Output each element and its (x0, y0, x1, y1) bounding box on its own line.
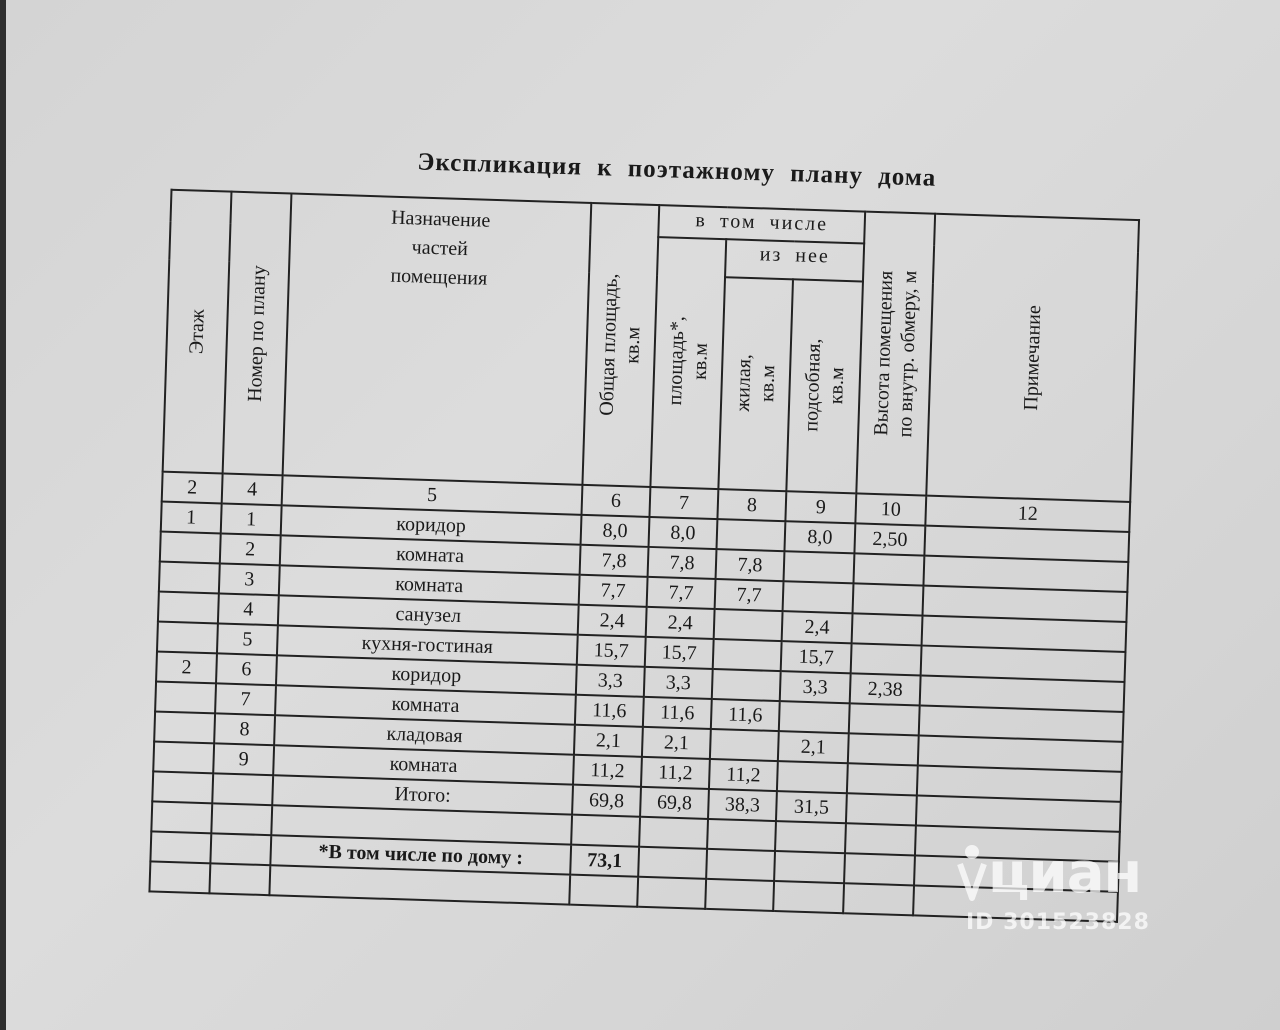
living-sum: 38,3 (708, 789, 777, 821)
total-area-cell: 7,7 (579, 575, 648, 607)
header-area: площадь*, кв.м (650, 237, 726, 489)
total-area-cell: 7,8 (580, 545, 649, 577)
total-area-cell: 11,2 (573, 755, 642, 787)
auxiliary-cell: 3,3 (780, 671, 851, 703)
plan-number-cell: 1 (221, 503, 282, 535)
area-cell: 2,4 (646, 607, 715, 639)
room-name-cell: коридор (276, 655, 577, 694)
area-cell: 8,0 (649, 517, 718, 549)
header-of-which: из нее (725, 239, 864, 282)
total-area-cell: 15,7 (577, 635, 646, 667)
total-area-cell: 11,6 (575, 695, 644, 727)
plan-number-cell: 6 (216, 653, 277, 685)
height-cell: 2,50 (854, 523, 925, 555)
floor-cell (153, 741, 214, 773)
auxiliary-cell: 8,0 (784, 521, 855, 553)
area-cell: 11,6 (643, 697, 712, 729)
column-number: 6 (581, 485, 650, 517)
height-cell (848, 733, 919, 765)
auxiliary-cell: 2,1 (778, 731, 849, 763)
floor-cell (159, 562, 220, 594)
auxiliary-sum: 31,5 (776, 791, 847, 823)
cian-brand-text: циан (988, 841, 1142, 906)
height-cell (847, 763, 918, 795)
document-title: Экспликация к поэтажному плану дома (417, 148, 937, 192)
house-label: *В том числе по дому : (270, 835, 571, 874)
auxiliary-cell (779, 701, 850, 733)
height-cell: 2,38 (850, 673, 921, 705)
area-cell: 15,7 (645, 637, 714, 669)
area-cell: 2,1 (642, 727, 711, 759)
floor-cell: 1 (161, 502, 222, 534)
explication-table (148, 189, 1140, 923)
floor-cell (158, 592, 219, 624)
floor-cell: 2 (156, 652, 217, 684)
room-name-cell: комната (279, 565, 580, 604)
header-including: в том числе (658, 205, 865, 243)
listing-id: ID 301523828 (966, 910, 1150, 935)
plan-number-cell: 2 (220, 533, 281, 565)
header-total-area: Общая площадь, кв.м (582, 203, 659, 487)
plan-number-cell: 4 (218, 593, 279, 625)
auxiliary-cell: 15,7 (781, 641, 852, 673)
living-cell (712, 669, 781, 701)
living-cell (714, 609, 783, 641)
area-cell: 7,8 (648, 547, 717, 579)
header-purpose: Назначение частей помещения (283, 194, 592, 485)
header-note: Примечание (926, 214, 1139, 502)
height-cell (854, 553, 925, 585)
paper-sheet (6, 0, 1280, 1030)
room-name-cell: кладовая (274, 715, 575, 754)
living-cell: 7,8 (716, 549, 785, 581)
plan-number-cell: 8 (214, 713, 275, 745)
height-cell (851, 643, 922, 675)
total-area-cell: 2,1 (574, 725, 643, 757)
auxiliary-cell: 2,4 (782, 611, 853, 643)
column-number: 10 (855, 493, 926, 525)
cian-watermark (954, 842, 1164, 942)
column-number: 8 (717, 489, 786, 521)
table-body (153, 502, 1129, 802)
room-name-cell: коридор (281, 505, 582, 544)
plan-number-cell: 5 (217, 623, 278, 655)
total-area-cell: 8,0 (581, 515, 650, 547)
header-living: жилая, кв.м (718, 277, 793, 491)
column-number: 2 (162, 472, 223, 504)
height-cell (849, 703, 920, 735)
height-cell (853, 583, 924, 615)
header-height: Высота помещения по внутр. обмеру, м (856, 212, 935, 496)
living-cell (710, 729, 779, 761)
area-sum: 69,8 (640, 787, 709, 819)
floor-cell (157, 622, 218, 654)
plan-number-cell: 9 (213, 743, 274, 775)
house-total: 73,1 (570, 845, 639, 877)
area-cell: 7,7 (647, 577, 716, 609)
room-name-cell: комната (280, 535, 581, 574)
column-number: 5 (282, 475, 583, 514)
living-cell (713, 639, 782, 671)
column-number: 7 (649, 487, 718, 519)
floor-cell (154, 711, 215, 743)
living-cell: 11,6 (711, 699, 780, 731)
total-area-sum: 69,8 (572, 785, 641, 817)
height-cell (852, 613, 923, 645)
plan-number-cell: 7 (215, 683, 276, 715)
column-number: 12 (925, 496, 1130, 532)
cian-logo-icon (954, 842, 990, 902)
document (124, 110, 1149, 941)
floor-cell (155, 682, 216, 714)
room-name-cell: комната (273, 745, 574, 784)
living-cell: 11,2 (709, 759, 778, 791)
header-plan-number: Номер по плану (223, 192, 292, 476)
column-number: 9 (785, 491, 856, 523)
area-cell: 3,3 (644, 667, 713, 699)
auxiliary-cell (783, 581, 854, 613)
area-cell: 11,2 (641, 757, 710, 789)
room-name-cell: комната (275, 685, 576, 724)
plan-number-cell: 3 (219, 563, 280, 595)
header-auxiliary: подсобная, кв.м (786, 280, 863, 494)
header-floor: Этаж (163, 190, 232, 474)
living-cell (716, 519, 785, 551)
total-label: Итого: (272, 775, 573, 814)
room-name-cell: кухня-гостиная (277, 625, 578, 664)
room-name-cell: санузел (278, 595, 579, 634)
floor-cell (160, 532, 221, 564)
column-number: 4 (222, 473, 283, 505)
living-cell: 7,7 (715, 579, 784, 611)
total-area-cell: 3,3 (576, 665, 645, 697)
auxiliary-cell (784, 551, 855, 583)
auxiliary-cell (777, 761, 848, 793)
total-area-cell: 2,4 (578, 605, 647, 637)
